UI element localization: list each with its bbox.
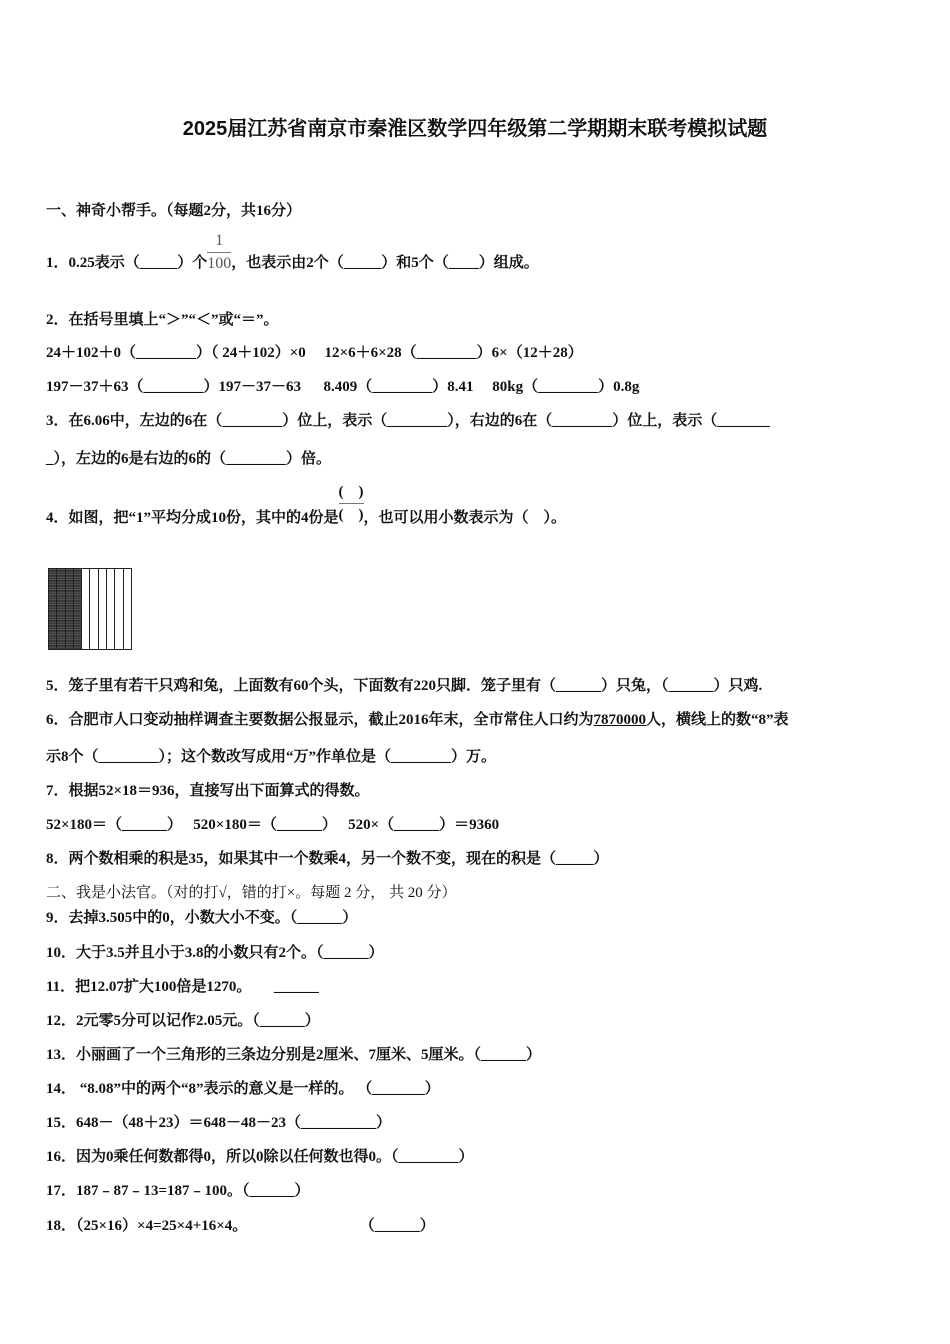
fraction-denominator: 100 [207, 255, 232, 272]
q1-after: ，也表示由2个（_____）和5个（____）组成。 [231, 254, 539, 271]
question-2-row-1: 24＋102＋0（________）（ 24＋102）×0 12×6＋6×28（________）6×（12＋28） [46, 345, 583, 361]
blank-strip [89, 568, 97, 650]
fraction-numerator: 1 [215, 232, 224, 249]
question-1 [46, 232, 539, 275]
question-5: 5．笼子里有若干只鸡和兔，上面数有60个头，下面数有220只脚．笼子里有（______）只兔，（______）只鸡. [46, 678, 763, 694]
blank-strip [114, 568, 122, 650]
question-15: 15．648－（48＋23）＝648－48－23（__________） [46, 1115, 392, 1131]
question-6-line-2: 示8个（________）；这个数改写成用“万”作单位是（________）万。 [46, 749, 497, 765]
question-2-row-2: 197－37＋63（________）197－37－63 8.409（________）8.41 80kg（________）0.8g [46, 379, 640, 395]
question-9: 9．去掉3.505中的0，小数大小不变。（______） [46, 910, 358, 926]
question-8: 8．两个数相乘的积是35，如果其中一个数乘4，另一个数不变，现在的积是（_____） [46, 851, 609, 867]
fraction [207, 230, 231, 275]
q4-after: ，也可以用小数表示为（ ）。 [363, 510, 567, 526]
fraction-denominator: ( ) [338, 507, 364, 524]
blank-strip [81, 568, 89, 650]
question-7-prompt: 7．根据52×18＝936，直接写出下面算式的得数。 [46, 783, 370, 799]
question-16: 16．因为0乘任何数都得0，所以0除以任何数也得0。（________） [46, 1149, 474, 1165]
question-18: 18．（25×16）×4=25×4+16×4。 （______） [46, 1218, 435, 1234]
question-11: 11．把12.07扩大100倍是1270。 ______ [46, 979, 319, 995]
section2-heading: 二、我是小法官。（对的打√，错的打×。每题 2 分， 共 20 分） [46, 885, 457, 901]
fraction-strip-figure [48, 568, 132, 650]
underlined-number: 7870000 [593, 712, 647, 728]
q6-after: 人，横线上的数“8”表 [646, 712, 789, 728]
question-13: 13．小丽画了一个三角形的三条边分别是2厘米、7厘米、5厘米。（______） [46, 1047, 542, 1063]
q1-before: 1．0.25表示（_____）个 [46, 254, 208, 271]
shaded-strip [73, 568, 81, 650]
page-title: 2025届江苏省南京市秦淮区数学四年级第二学期期末联考模拟试题 [182, 118, 768, 140]
question-3-line-2: _），左边的6是右边的6的（________）倍。 [46, 451, 332, 467]
fraction-numerator: ( ) [338, 484, 364, 501]
blank-strip [98, 568, 106, 650]
shaded-strip [56, 568, 64, 650]
question-14: 14． “8.08”中的两个“8”表示的意义是一样的。 （_______） [46, 1081, 440, 1097]
question-2-prompt: 2．在括号里填上“＞”“＜”或“＝”。 [46, 312, 279, 328]
question-10: 10．大于3.5并且小于3.8的小数只有2个。（______） [46, 945, 384, 961]
question-7-row: 52×180＝（______） 520×180＝（______） 520×（______）＝9360 [46, 817, 500, 833]
q6-before: 6．合肥市人口变动抽样调查主要数据公报显示，截止2016年末，全市常住人口约为 [46, 712, 594, 728]
question-3-line-1: 3．在6.06中，左边的6在（________）位上，表示（________），右边的6在（________）位上，表示（_______ [46, 413, 770, 429]
shaded-strip [65, 568, 73, 650]
question-6-line-1 [46, 710, 789, 730]
question-12: 12．2元零5分可以记作2.05元。（______） [46, 1013, 320, 1029]
q4-before: 4．如图，把“1”平均分成10份，其中的4份是 [46, 510, 339, 526]
question-17: 17．187﹣87﹣13=187﹣100。（______） [46, 1183, 310, 1199]
question-4 [46, 484, 567, 528]
blank-strip [106, 568, 114, 650]
blank-strip [123, 568, 132, 650]
shaded-strip [48, 568, 56, 650]
section1-heading: 一、神奇小帮手。（每题2分，共16分） [46, 203, 302, 219]
fraction-blank [339, 481, 364, 526]
